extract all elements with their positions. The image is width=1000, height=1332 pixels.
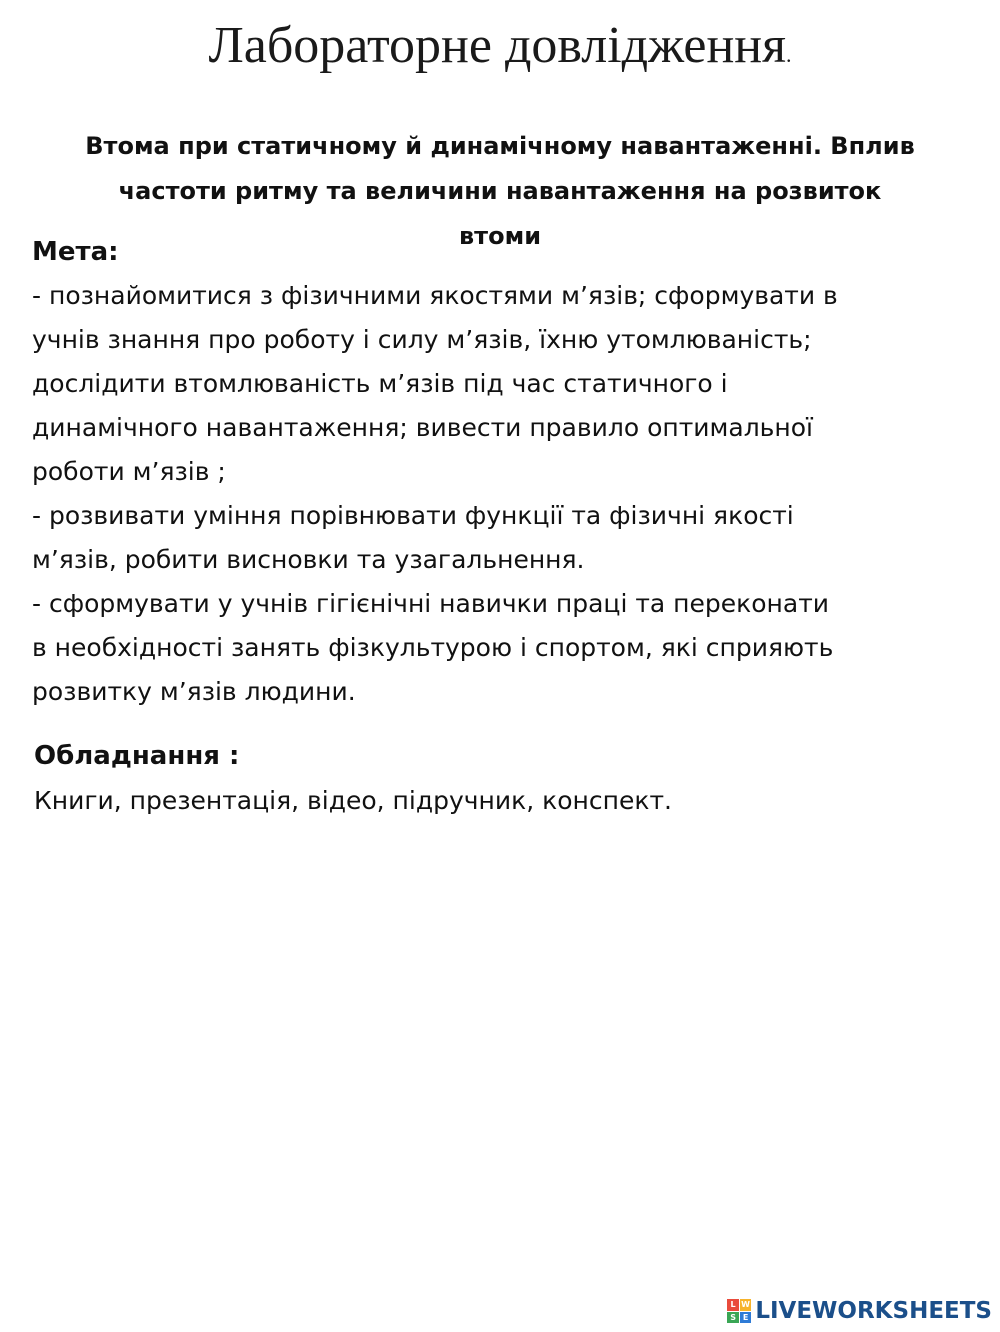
subtitle-line-1: Втома при статичному й динамічному навантаженні. Вплив [85, 132, 915, 160]
goal-line: в необхідності занять фізкультурою і спортом, які сприяють [32, 633, 834, 662]
goal-line: розвитку м’язів людини. [32, 677, 356, 706]
watermark-text: LIVEWORKSHEETS [755, 1298, 992, 1324]
equipment-text: Книги, презентація, відео, підручник, конспект. [34, 786, 672, 815]
goal-line: динамічного навантаження; вивести правило оптимальної [32, 413, 814, 442]
logo-cell: S [727, 1312, 739, 1324]
logo-cell: W [741, 1300, 750, 1309]
liveworksheets-watermark [727, 1298, 992, 1324]
subtitle-line-2: частоти ритму та величини навантаження на розвиток [118, 177, 882, 205]
liveworksheets-logo-icon [727, 1299, 751, 1323]
page-title [0, 14, 1000, 87]
subtitle [0, 124, 1000, 259]
goal-line: дослідити втомлюваність м’язів під час статичного і [32, 369, 728, 398]
goal-heading: Мета: [32, 237, 119, 267]
goal-line: роботи м’язів ; [32, 457, 226, 486]
goal-line: - сформувати у учнів гігієнічні навички праці та переконати [32, 589, 830, 618]
goal-body [32, 274, 992, 714]
goal-line: учнів знання про роботу і силу м’язів, їхню утомлюваність; [32, 325, 812, 354]
equipment-heading: Обладнання : [34, 741, 240, 771]
logo-cell: E [740, 1312, 752, 1324]
goal-line: - познайомитися з фізичними якостями м’язів; сформувати в [32, 281, 838, 310]
subtitle-line-3: втоми [458, 222, 542, 250]
goal-line: м’язів, робити висновки та узагальнення. [32, 545, 585, 574]
logo-cell: L [727, 1299, 739, 1311]
goal-line: - розвивати уміння порівнювати функції та фізичні якості [32, 501, 794, 530]
page-title-text: Лабораторне довлідження [208, 17, 787, 74]
page-title-dot: . [786, 42, 792, 67]
